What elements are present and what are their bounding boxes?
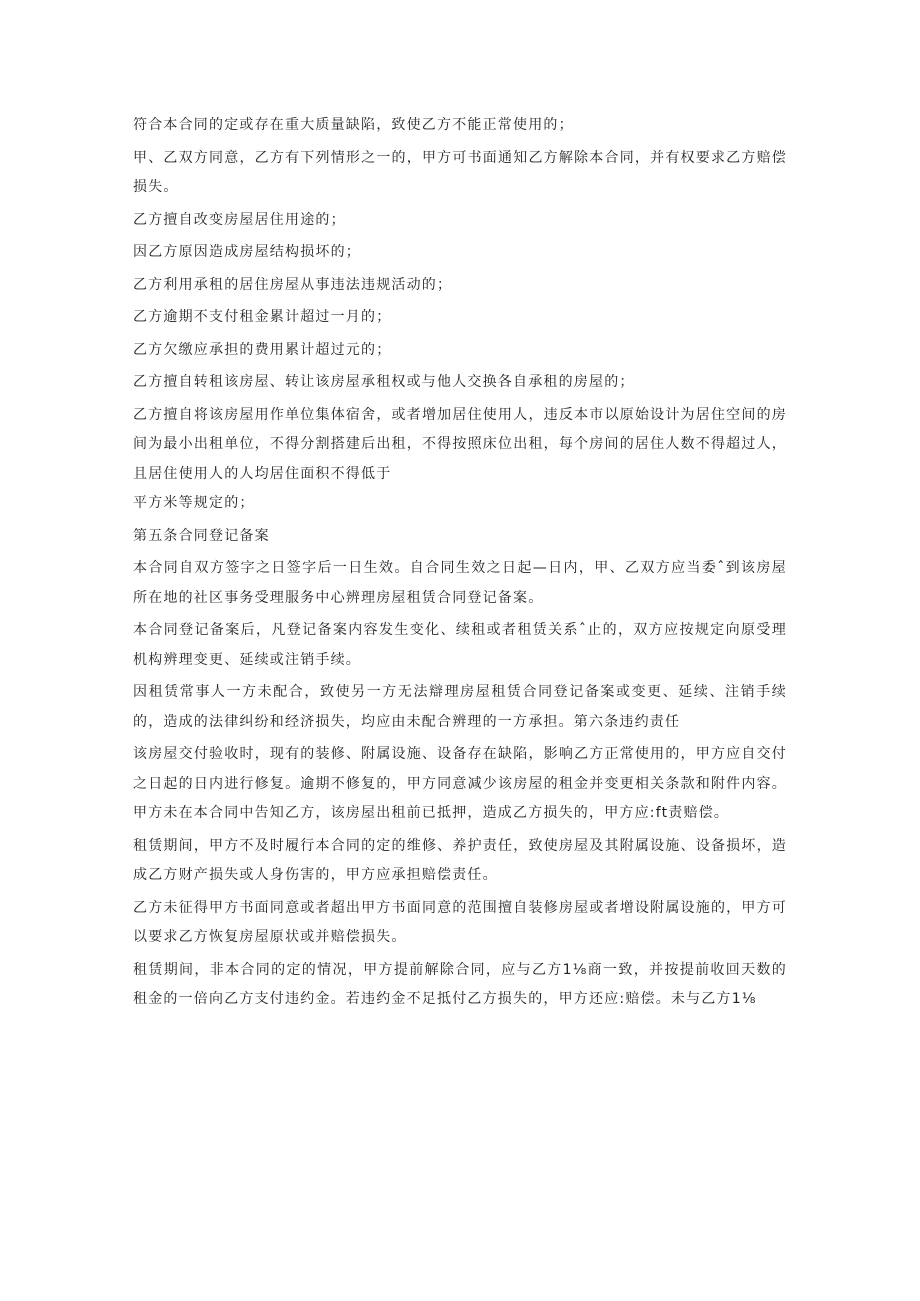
paragraph-4: 因乙方原因造成房屋结构损坏的； [133,244,361,260]
paragraph-10: 平方米等规定的； [133,495,255,511]
paragraph-16: 租赁期间，甲方不及时履行本合同的定的维修、养护责任，致使房屋及其附属设施、设备损坏，造成乙方财产损失或人身伤害的，甲方应承担赔偿责任。 [133,837,787,883]
document-body [133,111,787,1018]
paragraph-3: 乙方擅自改变房屋居住用途的； [133,211,346,228]
paragraph-18: 租赁期间，非本合同的定的情况，甲方提前解除合同，应与乙方1⅛商一致，并按提前收回天数的租金的一倍向乙方支付违约金。若违约金不足抵付乙方损失的，甲方还应:赔偿。未与乙方1⅛ [133,961,787,1007]
paragraph-1: 符合本合同的定或存在重大质量缺陷，致使乙方不能正常使用的； [133,117,574,133]
paragraph-6: 乙方逾期不支付租金累计超过一月的； [133,309,392,325]
paragraph-7: 乙方欠缴应承担的费用累计超过元的； [133,341,392,358]
paragraph-14: 因租赁常事人一方未配合，致使另一方无法辯理房屋租赁合同登记备案或变更、延续、注销手续的，造成的法律纠纷和经济损失，均应由未配合辨理的一方承担。第六条违约责任 [133,684,787,730]
paragraph-12: 本合同自双方签字之日签字后一日生效。自合同生效之日起—日内，甲、乙双方应当委ˆ到该房屋所在地的社区事务受理服务中心辨理房屋租赁合同登记备案。 [133,560,787,606]
paragraph-17: 乙方未征得甲方书面同意或者超出甲方书面同意的范围擅自装修房屋或者增设附属设施的，甲方可以要求乙方恢复房屋原状或并赔偿损失。 [133,899,787,945]
paragraph-5: 乙方利用承租的居住房屋从事违法违规活动的； [133,276,453,293]
paragraph-15: 该房屋交付验收时，现有的装修、附属设施、设备存在缺陷，影响乙方正常使用的，甲方应自交付之日起的日内进行修复。逾期不修复的，甲方同意减少该房屋的租金并变更相关条款和附件内容。甲方未在本合同中告知乙方，该房屋出租前已抵押，造成乙方损失的，甲方应:ft责赔偿。 [133,746,787,821]
paragraph-2: 甲、乙双方同意，乙方有下列情形之一的，甲方可书面通知乙方解除本合同，并有权要求乙方赔偿损失。 [133,149,787,195]
paragraph-13: 本合同登记备案后，凡登记备案内容发生变化、续租或者租赁关系ˆ止的，双方应按规定向原受理机构辨理变更、延续或注销手续。 [133,622,787,668]
paragraph-8: 乙方擅自转租该房屋、转让该房屋承租权或与他人交换各自承租的房屋的； [133,374,635,390]
paragraph-9: 乙方擅自将该房屋用作单位集体宿舍，或者增加居住使用人，违反本市以原始设计为居住空间的房间为最小出租单位，不得分割搭建后出租，不得按照床位出租，每个房间的居住人数不得超过人，且居住使用人的人均居住面积不得低于 [133,406,787,482]
section-heading-5: 第五条合同登记备案 [133,527,270,544]
